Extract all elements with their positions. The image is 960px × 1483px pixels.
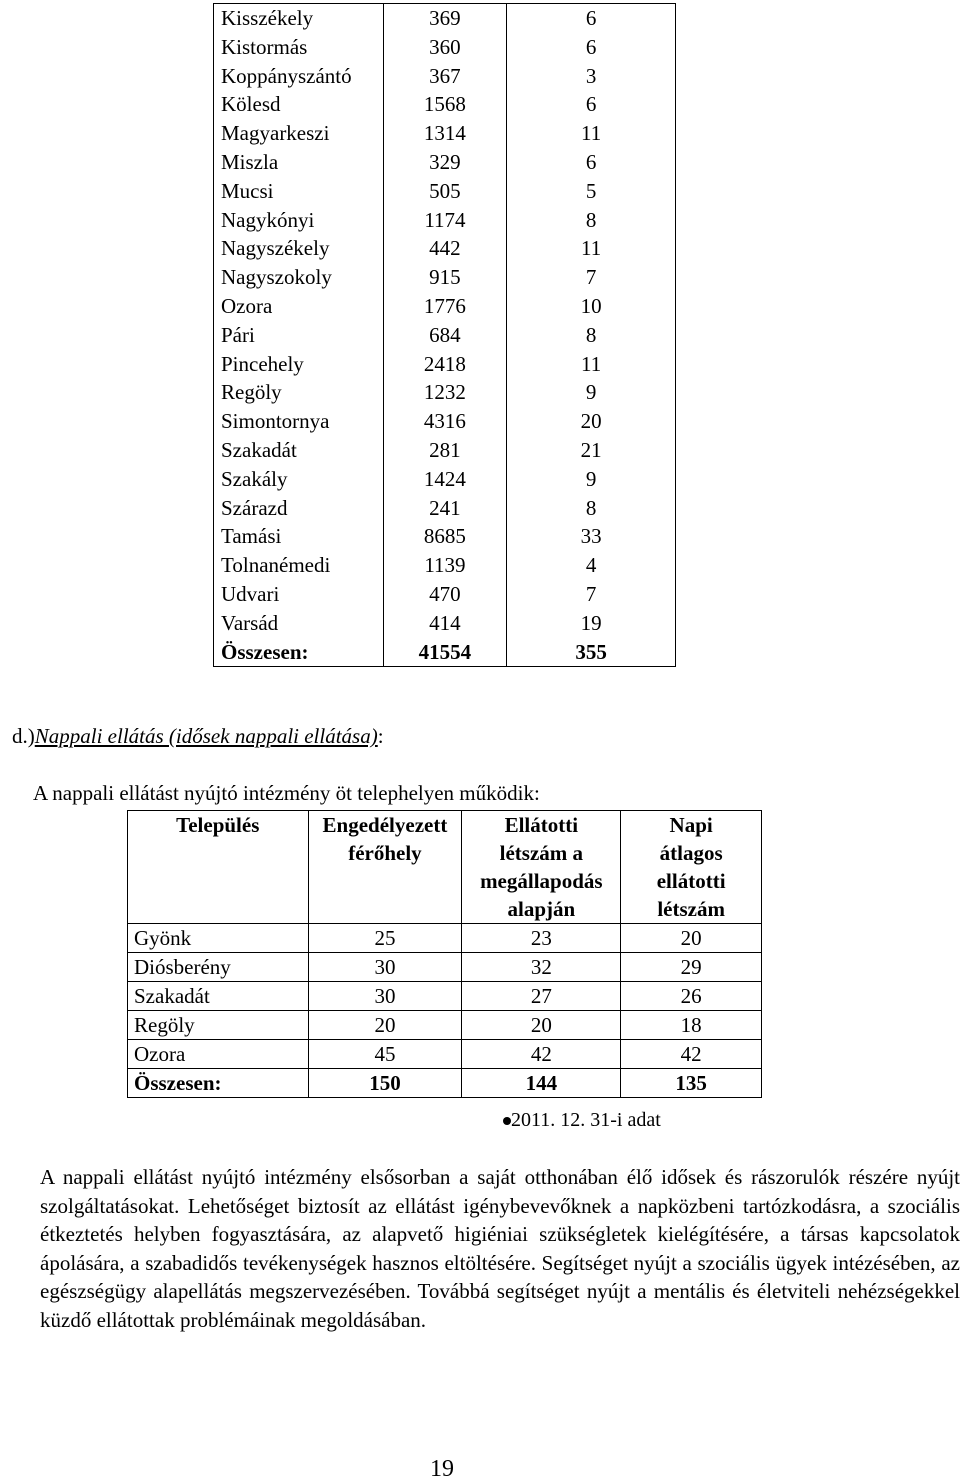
population: 2418: [383, 350, 507, 379]
count: 9: [507, 465, 676, 494]
page-number: 19: [430, 1456, 454, 1482]
total-population: 41554: [383, 638, 507, 667]
population: 367: [383, 62, 507, 91]
total-label: Összesen:: [214, 638, 384, 667]
settlement-name: Szakadát: [128, 982, 309, 1011]
count: 33: [507, 522, 676, 551]
population: 281: [383, 436, 507, 465]
permitted-places: 30: [308, 953, 462, 982]
settlement-name: Pári: [214, 321, 384, 350]
count: 8: [507, 494, 676, 523]
population: 1174: [383, 206, 507, 235]
settlement-name: Udvari: [214, 580, 384, 609]
population: 241: [383, 494, 507, 523]
table-row: [128, 1011, 762, 1040]
table-row: [214, 436, 676, 465]
table-row: [214, 4, 676, 33]
settlement-name: Diósberény: [128, 953, 309, 982]
table-row: [214, 292, 676, 321]
contracted-count: 20: [462, 1011, 621, 1040]
daily-average: 20: [621, 924, 762, 953]
count: 20: [507, 407, 676, 436]
table-row: [128, 953, 762, 982]
table-row: [214, 465, 676, 494]
count: 9: [507, 378, 676, 407]
count: 7: [507, 263, 676, 292]
population: 8685: [383, 522, 507, 551]
count: 6: [507, 90, 676, 119]
settlement-name: Kistormás: [214, 33, 384, 62]
day-care-table: [127, 810, 762, 1098]
count: 19: [507, 609, 676, 638]
population: 414: [383, 609, 507, 638]
contracted-count: 144: [462, 1069, 621, 1098]
note-text: 2011. 12. 31-i adat: [511, 1109, 661, 1131]
settlement-name: Szakadát: [214, 436, 384, 465]
population: 470: [383, 580, 507, 609]
count: 7: [507, 580, 676, 609]
settlement-name: Kölesd: [214, 90, 384, 119]
table-row: [214, 350, 676, 379]
table-row: [214, 580, 676, 609]
count: 11: [507, 350, 676, 379]
settlement-name: Tolnanémedi: [214, 551, 384, 580]
contracted-count: 27: [462, 982, 621, 1011]
settlement-name: Magyarkeszi: [214, 119, 384, 148]
permitted-places: 20: [308, 1011, 462, 1040]
day-table-header-row: [128, 811, 762, 924]
daily-average: 29: [621, 953, 762, 982]
population: 442: [383, 234, 507, 263]
settlement-name: Összesen:: [128, 1069, 309, 1098]
table-row: [214, 234, 676, 263]
table-row: [214, 407, 676, 436]
count: 10: [507, 292, 676, 321]
population: 1568: [383, 90, 507, 119]
population: 915: [383, 263, 507, 292]
permitted-places: 25: [308, 924, 462, 953]
contracted-count: 32: [462, 953, 621, 982]
table-row: [214, 263, 676, 292]
table-row: [214, 522, 676, 551]
count: 8: [507, 206, 676, 235]
header-settlement: Település: [128, 811, 309, 924]
count: 11: [507, 234, 676, 263]
settlement-name: Mucsi: [214, 177, 384, 206]
table-row: [214, 378, 676, 407]
daily-average: 26: [621, 982, 762, 1011]
settlement-name: Miszla: [214, 148, 384, 177]
section-title: Nappali ellátás (idősek nappali ellátása): [34, 724, 378, 748]
settlement-name: Koppányszántó: [214, 62, 384, 91]
settlement-name: Szárazd: [214, 494, 384, 523]
settlement-name: Pincehely: [214, 350, 384, 379]
settlement-name: Tamási: [214, 522, 384, 551]
count: 3: [507, 62, 676, 91]
table-row: [214, 609, 676, 638]
table-row: [214, 494, 676, 523]
population: 360: [383, 33, 507, 62]
settlement-name: Szakály: [214, 465, 384, 494]
total-row: [128, 1069, 762, 1098]
settlement-name: Kisszékely: [214, 4, 384, 33]
settlement-name: Varsád: [214, 609, 384, 638]
table-row: [128, 924, 762, 953]
table-row: [214, 148, 676, 177]
permitted-places: 45: [308, 1040, 462, 1069]
population: 369: [383, 4, 507, 33]
daily-average: 42: [621, 1040, 762, 1069]
bullet-icon: [503, 1117, 511, 1125]
contracted-count: 23: [462, 924, 621, 953]
section-suffix: :: [377, 724, 384, 748]
table-row: [128, 982, 762, 1011]
table-row: [214, 90, 676, 119]
table-row: [214, 177, 676, 206]
count: 6: [507, 4, 676, 33]
count: 8: [507, 321, 676, 350]
table-row: [128, 1040, 762, 1069]
population: 505: [383, 177, 507, 206]
count: 6: [507, 33, 676, 62]
section-prefix: d.): [12, 724, 35, 748]
body-paragraph: A nappali ellátást nyújtó intézmény elsősorban a saját otthonában élő idősek és rászorulók részére nyújt szolgáltatásokat. Lehetőséget biztosít az ellátást igénybevevőknek a napközbeni tartózkodásra, a szociális étkeztetés helyben fogyasztására, az alapvető higiéniai szükségletek kielégítésére, a társas kapcsolatok ápolására, a szabadidős tevékenységek hasznos eltöltésére. Segítséget nyújt a szociális ügyek intézésében, az egészségügy alapellátás megszervezésében. Továbbá segítséget nyújt a mentális és életviteli nehézségekkel küzdő ellátottak problémáinak megoldásában.: [40, 1165, 960, 1332]
population: 1314: [383, 119, 507, 148]
population: 1424: [383, 465, 507, 494]
table-row: [214, 33, 676, 62]
header-permitted-places: Engedélyezett férőhely: [308, 811, 462, 924]
settlement-name: Ozora: [214, 292, 384, 321]
permitted-places: 150: [308, 1069, 462, 1098]
daily-average: 18: [621, 1011, 762, 1040]
population: 1776: [383, 292, 507, 321]
count: 6: [507, 148, 676, 177]
settlement-table: [213, 3, 676, 667]
header-contracted-count: Ellátotti létszám a megállapodás alapján: [462, 811, 621, 924]
table-row: [214, 119, 676, 148]
permitted-places: 30: [308, 982, 462, 1011]
population: 4316: [383, 407, 507, 436]
contracted-count: 42: [462, 1040, 621, 1069]
total-row: [214, 638, 676, 667]
settlement-name: Simontornya: [214, 407, 384, 436]
count: 11: [507, 119, 676, 148]
settlement-name: Gyönk: [128, 924, 309, 953]
table-row: [214, 551, 676, 580]
intro-text: A nappali ellátást nyújtó intézmény öt telephelyen működik:: [33, 781, 540, 805]
header-daily-average: Napi átlagos ellátotti létszám: [621, 811, 762, 924]
settlement-name: Nagyszokoly: [214, 263, 384, 292]
settlement-name: Regöly: [128, 1011, 309, 1040]
table-row: [214, 62, 676, 91]
table-row: [214, 206, 676, 235]
section-heading: [12, 724, 384, 749]
settlement-name: Nagyszékely: [214, 234, 384, 263]
population: 684: [383, 321, 507, 350]
population: 1139: [383, 551, 507, 580]
daily-average: 135: [621, 1069, 762, 1098]
count: 4: [507, 551, 676, 580]
settlement-name: Ozora: [128, 1040, 309, 1069]
settlement-name: Regöly: [214, 378, 384, 407]
total-count: 355: [507, 638, 676, 667]
population: 329: [383, 148, 507, 177]
count: 21: [507, 436, 676, 465]
population: 1232: [383, 378, 507, 407]
table-row: [214, 321, 676, 350]
count: 5: [507, 177, 676, 206]
settlement-name: Nagykónyi: [214, 206, 384, 235]
